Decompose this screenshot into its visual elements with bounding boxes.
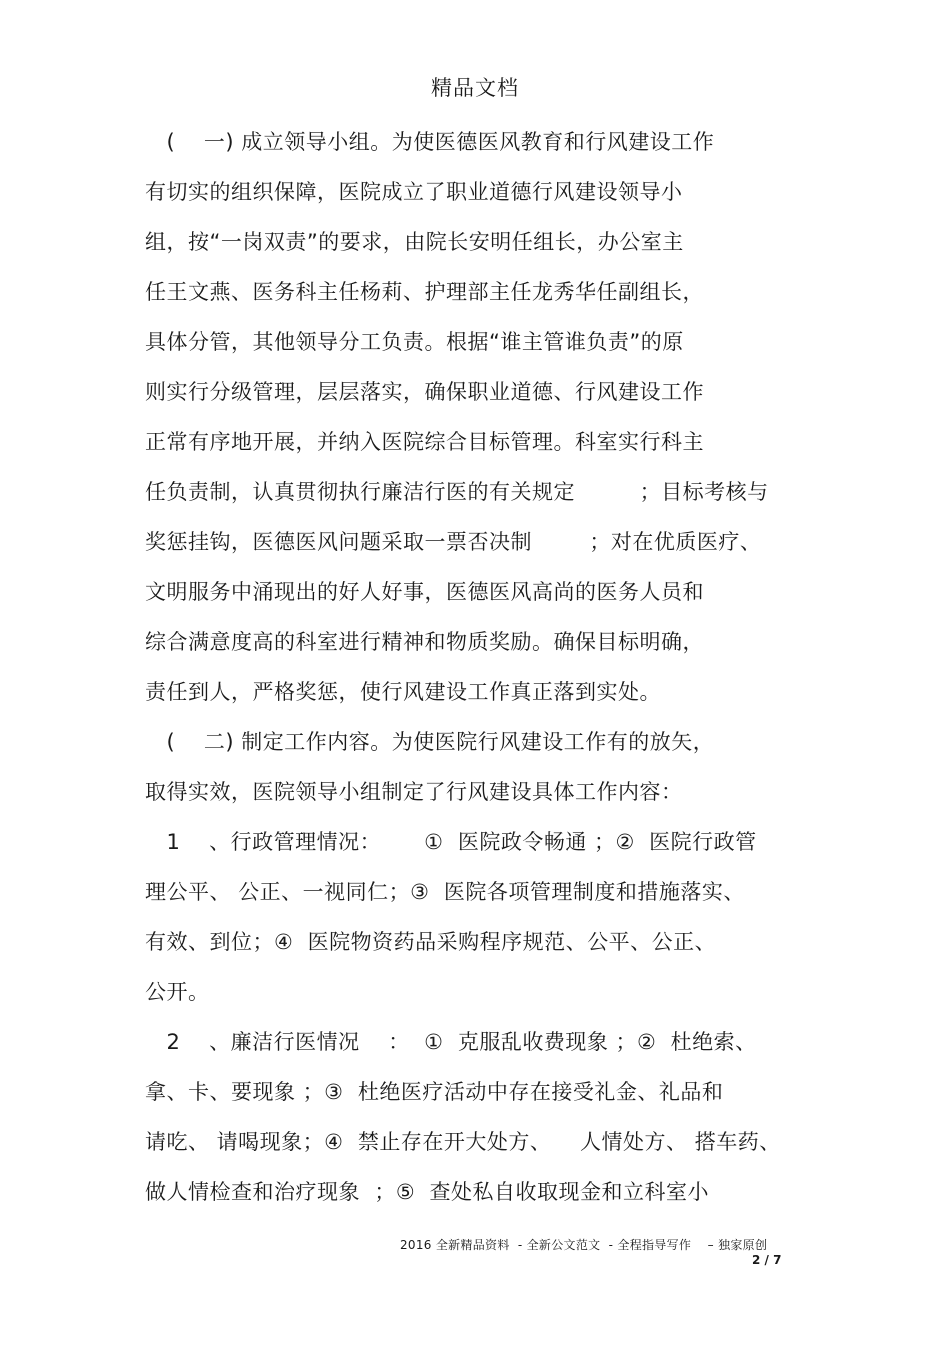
text-line: 1 、行政管理情况： ① 医院政令畅通 ；② 医院行政管 (145, 830, 757, 854)
text-line: 正常有序地开展，并纳入医院综合目标管理。科室实行科主 (145, 430, 704, 454)
page-number: 2 / 7 (752, 1253, 782, 1267)
text-line: ( 一) 成立领导小组。为使医德医风教育和行风建设工作 (145, 130, 715, 154)
text-line: 综合满意度高的科室进行精神和物质奖励。确保目标明确， (145, 630, 704, 654)
text-line: 2 、廉洁行医情况 ： ① 克服乱收费现象 ；② 杜绝索、 (145, 1030, 757, 1054)
text-line: 做人情检查和治疗现象 ；⑤ 查处私自收取现金和立科室小 (145, 1180, 710, 1204)
text-line: 请吃、 请喝现象；④ 禁止存在开大处方、 人情处方、 搭车药、 (145, 1130, 781, 1154)
text-line: 有切实的组织保障，医院成立了职业道德行风建设领导小 (145, 180, 683, 204)
text-line: 有效、到位；④ 医院物资药品采购程序规范、公平、公正、 (145, 930, 717, 954)
text-line: 奖惩挂钩，医德医风问题采取一票否决制 ；对在优质医疗、 (145, 530, 762, 554)
text-line: 任负责制，认真贯彻执行廉洁行医的有关规定 ；目标考核与 (145, 480, 769, 504)
document-body (145, 126, 825, 1226)
text-line: 拿、卡、要现象 ；③ 杜绝医疗活动中存在接受礼金、礼品和 (145, 1080, 724, 1104)
page-header-title: 精品文档 (431, 76, 519, 100)
text-line: 组，按“一岗双责”的要求，由院长安明任组长，办公室主 (145, 230, 684, 254)
text-line: 则实行分级管理，层层落实，确保职业道德、行风建设工作 (145, 380, 704, 404)
text-line: 责任到人，严格奖惩，使行风建设工作真正落到实处。 (145, 680, 661, 704)
text-line: 文明服务中涌现出的好人好事，医德医风高尚的医务人员和 (145, 580, 704, 604)
text-line: 理公平、 公正、一视同仁；③ 医院各项管理制度和措施落实、 (145, 880, 745, 904)
footer-text: 2016 全新精品资料 - 全新公文范文 - 全程指导写作 – 独家原创 (400, 1238, 768, 1252)
text-line: 任王文燕、医务科主任杨莉、护理部主任龙秀华任副组长， (145, 280, 704, 304)
text-line: 公开。 (145, 980, 210, 1004)
text-line: 取得实效，医院领导小组制定了行风建设具体工作内容： (145, 780, 683, 804)
text-line: ( 二) 制定工作内容。为使医院行风建设工作有的放矢， (145, 730, 715, 754)
text-line: 具体分管，其他领导分工负责。根据“谁主管谁负责”的原 (145, 330, 684, 354)
